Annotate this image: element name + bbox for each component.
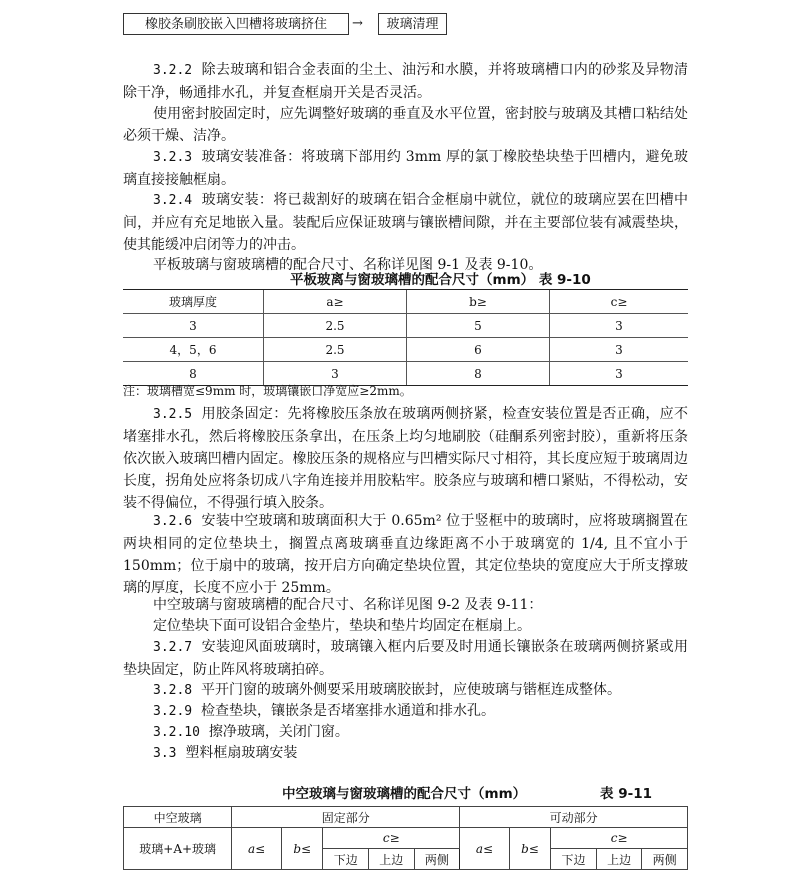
para-3-2-10: 3.2.10 擦净玻璃，关闭门窗。 bbox=[153, 724, 349, 740]
table-cell: 5 bbox=[407, 314, 550, 338]
table-cell: 8 bbox=[407, 362, 550, 386]
table-cell: 3 bbox=[550, 338, 689, 362]
flow-step-2: 玻璃清理 bbox=[378, 13, 447, 35]
table-row bbox=[123, 314, 688, 338]
para-3-2-6: 3.2.6 安装中空玻璃和玻璃面积大于 0.65m² 位于竖框中的玻璃时，应将玻璃搁置在两块相同的定位垫块土，搁置点离玻璃垂直边缘距离不小于玻璃宽的 1/4, 且不宜小于 150mm；位于扇中的玻璃，按开启方向确定垫块位置，其定位垫块的宽度应大于所支撑玻璃的厚度，长度不应小于 25mm。 bbox=[123, 513, 688, 596]
table-cell: 6 bbox=[407, 338, 550, 362]
table-row bbox=[123, 362, 688, 386]
header-cell: 下边 bbox=[323, 849, 369, 870]
para-3-2-5: 3.2.5 用胶条固定：先将橡胶压条放在玻璃两侧挤紧，检查安装位置是否正确，应不堵塞排水孔，然后将橡胶压条拿出，在压条上均匀地刷胶（硅酮系列密封胶），重新将压条依次嵌入玻璃凹槽内固定。橡胶压条的规格应与凹槽实际尺寸相符，其长度应短于玻璃周边长度，拐角处应将条切成八字角连接并用胶粘牢。胶条应与玻璃和槽口紧贴，不得松动，安装不得偏位，不得强行填入胶条。 bbox=[123, 406, 688, 511]
header-cell: 两侧 bbox=[414, 849, 460, 870]
para-3-3: 3.3 塑料框扇玻璃安装 bbox=[153, 745, 298, 761]
table-cell: 4，5，6 bbox=[123, 338, 264, 362]
table-header-row bbox=[123, 290, 688, 314]
header-cell-a: a≤ bbox=[232, 828, 282, 870]
table-cell: 3 bbox=[550, 314, 689, 338]
table-9-10 bbox=[123, 289, 688, 386]
table-9-10-note: 注：玻璃槽宽≤9mm 时，玻璃镶嵌口净宽应≥2mm。 bbox=[123, 384, 412, 398]
table-cell: 3 bbox=[123, 314, 264, 338]
header-cell: 玻璃+A+玻璃 bbox=[124, 828, 232, 870]
para-3-2-6-c: 定位垫块下面可设铝合金垫片，垫块和垫片均固定在框扇上。 bbox=[153, 618, 531, 634]
header-cell-b: b≤ bbox=[509, 828, 551, 870]
table-header-row bbox=[124, 807, 688, 828]
para-3-2-4-b: 平板玻璃与窗玻璃槽的配合尺寸、名称详见图 9-1 及表 9-10。 bbox=[153, 257, 543, 273]
table-cell: 2.5 bbox=[264, 338, 407, 362]
header-cell-c: c≥ bbox=[323, 828, 460, 849]
header-cell-a: a≤ bbox=[460, 828, 510, 870]
para-3-2-7: 3.2.7 安装迎风面玻璃时，玻璃镶入框内后要及时用通长镶嵌条在玻璃两侧挤紧或用垫块固定，防止阵风将玻璃拍碎。 bbox=[123, 639, 688, 678]
flow-arrow: → bbox=[352, 16, 363, 31]
header-cell: 上边 bbox=[596, 849, 642, 870]
header-cell: 上边 bbox=[369, 849, 415, 870]
header-cell-c: c≥ bbox=[551, 828, 688, 849]
para-3-2-2-b: 使用密封胶固定时，应先调整好玻璃的垂直及水平位置，密封胶与玻璃及其槽口粘结处必须干燥、洁净。 bbox=[123, 106, 688, 144]
para-3-2-8: 3.2.8 平开门窗的玻璃外侧要采用玻璃胶嵌封，应使玻璃与锴框连成整体。 bbox=[153, 682, 622, 698]
para-3-2-9: 3.2.9 检查垫块，镶嵌条是否堵塞排水通道和排水孔。 bbox=[153, 703, 496, 719]
header-cell: b≥ bbox=[407, 290, 550, 314]
para-3-2-6-b: 中空玻璃与窗玻璃槽的配合尺寸、名称详见图 9-2 及表 9-11： bbox=[153, 597, 543, 613]
table-row bbox=[123, 338, 688, 362]
table-9-11-number: 表 9-11 bbox=[600, 786, 652, 802]
header-cell: 玻璃厚度 bbox=[123, 290, 264, 314]
table-cell: 2.5 bbox=[264, 314, 407, 338]
header-cell-movable: 可动部分 bbox=[460, 807, 688, 828]
flow-step-1: 橡胶条刷胶嵌入凹槽将玻璃挤住 bbox=[123, 13, 349, 35]
header-cell-b: b≤ bbox=[281, 828, 323, 870]
header-cell: 下边 bbox=[551, 849, 597, 870]
table-header-row bbox=[124, 828, 688, 849]
table-9-10-caption: 平板玻离与窗玻璃槽的配合尺寸（mm） 表 9-10 bbox=[290, 272, 591, 288]
para-3-2-4: 3.2.4 玻璃安装：将已裁割好的玻璃在铝合金框扇中就位，就位的玻璃应罢在凹槽中间，并应有充足地嵌入量。装配后应保证玻璃与镶嵌槽间隙，并在主要部位装有减震垫块，使其能缓冲启闭等力的冲击。 bbox=[123, 192, 688, 253]
para-3-2-2: 3.2.2 除去玻璃和铝合金表面的尘土、油污和水膜，并将玻璃槽口内的砂浆及异物清除干净，畅通排水孔，并复查框扇开关是否灵活。 bbox=[123, 62, 688, 101]
table-9-11-caption: 中空玻璃与窗玻璃槽的配合尺寸（mm） bbox=[282, 786, 527, 802]
header-cell: 两侧 bbox=[642, 849, 688, 870]
table-9-11 bbox=[123, 806, 688, 870]
header-cell: 中空玻璃 bbox=[124, 807, 232, 828]
header-cell: a≥ bbox=[264, 290, 407, 314]
header-cell-fixed: 固定部分 bbox=[232, 807, 460, 828]
header-cell: c≥ bbox=[550, 290, 689, 314]
table-cell: 8 bbox=[123, 362, 264, 386]
para-3-2-3: 3.2.3 玻璃安装准备：将玻璃下部用约 3mm 厚的氯丁橡胶垫块垫于凹槽内，避免玻璃直接接触框扇。 bbox=[123, 149, 688, 188]
table-cell: 3 bbox=[264, 362, 407, 386]
table-cell: 3 bbox=[550, 362, 689, 386]
